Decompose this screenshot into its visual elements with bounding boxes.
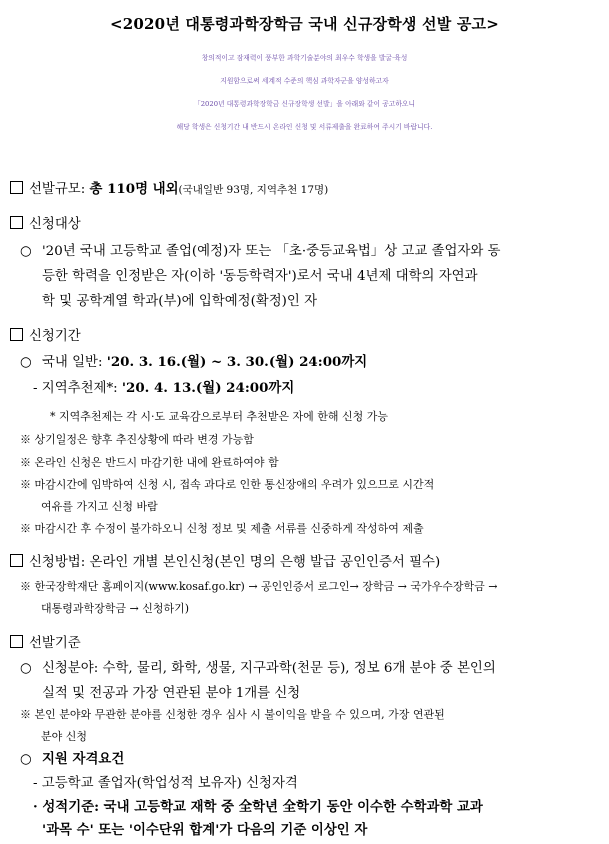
- method-note: 대통령과학장학금 → 신청하기): [41, 602, 190, 615]
- grade-criteria-line: '과목 수' 또는 '이수단위 합계'가 다음의 기준 이상인 자: [42, 822, 368, 838]
- qualification-sub: - 고등학교 졸업자(학업성적 보유자) 신청자격: [33, 776, 298, 791]
- section-heading: 신청대상: [29, 217, 81, 232]
- period-note: ※ 마감시간 후 수정이 불가하오니 신청 정보 및 제출 서류를 신중하게 작성하여 제출: [20, 522, 424, 535]
- method-note: ※ 한국장학재단 홈페이지(www.kosaf.go.kr) → 공인인증서 로그인→ 장학금 → 국가우수장학금 →: [20, 580, 498, 593]
- eligibility-line: 학 및 공학계열 학과(부)에 입학예정(확정)인 자: [42, 294, 318, 309]
- intro-line: 지원함으로써 세계적 수준의 핵심 과학자군을 양성하고자: [220, 77, 389, 85]
- grade-criteria-line: · 성적기준: 국내 고등학교 재학 중 全학년 全학기 동안 이수한 수학과학 교과: [33, 799, 483, 815]
- criteria-field-note: ※ 본인 분야와 무관한 분야를 신청한 경우 심사 시 불이익을 받을 수 있으며, 가장 연관된: [20, 708, 445, 721]
- checkbox-square-icon: [10, 554, 23, 567]
- period-general-value: '20. 3. 16.(월) ~ 3. 30.(월) 24:00까지: [106, 354, 368, 370]
- criteria-field-line: 실적 및 전공과 가장 연관된 분야 1개를 신청: [42, 686, 301, 701]
- section-criteria-heading: [10, 632, 81, 651]
- period-regional: [33, 377, 294, 396]
- scale-detail: (국내일반 93명, 지역추천 17명): [178, 184, 329, 196]
- scale-label: 선발규모:: [29, 182, 90, 197]
- section-eligibility-heading: [10, 213, 81, 232]
- intro-line: 해당 학생은 신청기간 내 반드시 온라인 신청 및 서류제출을 완료하여 주시기 바랍니다.: [176, 123, 433, 131]
- period-regional-value: '20. 4. 13.(월) 24:00까지: [121, 380, 295, 396]
- qualification-heading: 지원 자격요건: [42, 751, 125, 767]
- intro-line: 창의적이고 잠재력이 풍부한 과학기술분야의 최우수 학생을 발굴·육성: [201, 54, 408, 62]
- eligibility-bullet: [20, 240, 500, 259]
- eligibility-line: 등한 학력을 인정받은 자(이하 '동등학력자')로서 국내 4년제 대학의 자연과: [42, 269, 478, 284]
- intro-paragraph: [0, 47, 609, 139]
- criteria-field-note: 분야 신청: [41, 730, 88, 743]
- section-scale: [10, 178, 328, 197]
- circle-bullet-icon: ○: [20, 661, 32, 676]
- checkbox-square-icon: [10, 181, 23, 194]
- criteria-qualification: [20, 748, 124, 767]
- checkbox-square-icon: [10, 216, 23, 229]
- page-title: <2020년 대통령과학장학금 국내 신규장학생 선발 공고>: [110, 15, 499, 33]
- checkbox-square-icon: [10, 328, 23, 341]
- period-note: ※ 온라인 신청은 반드시 마감기한 내에 완료하여야 함: [20, 456, 279, 469]
- circle-bullet-icon: ○: [20, 752, 32, 767]
- period-note: ※ 상기일정은 향후 추진상황에 따라 변경 가능함: [20, 433, 254, 446]
- period-note: 여유를 가지고 신청 바람: [41, 500, 158, 513]
- section-heading: 신청방법: 온라인 개별 본인신청(본인 명의 은행 발급 공인인증서 필수): [29, 555, 441, 570]
- period-regional-note: * 지역추천제는 각 시·도 교육감으로부터 추천받은 자에 한해 신청 가능: [50, 410, 388, 423]
- criteria-field: [20, 657, 496, 676]
- section-period-heading: [10, 325, 81, 344]
- period-general: [20, 351, 367, 370]
- eligibility-line: '20년 국내 고등학교 졸업(예정)자 또는 「초·중등교육법」상 고교 졸업자와 동: [42, 244, 501, 259]
- section-method-heading: [10, 551, 440, 570]
- section-heading: 선발기준: [29, 636, 81, 651]
- period-note: ※ 마감시간에 임박하여 신청 시, 접속 과다로 인한 통신장애의 우려가 있으므로 시간적: [20, 478, 435, 491]
- period-regional-label: - 지역추천제*:: [33, 381, 122, 396]
- period-general-label: 국내 일반:: [42, 355, 107, 370]
- criteria-field-line: 신청분야: 수학, 물리, 화학, 생물, 지구과학(천문 등), 정보 6개 분야 중 본인의: [42, 661, 496, 676]
- section-heading: 신청기간: [29, 329, 81, 344]
- intro-line: 「2020년 대통령과학장학금 신규장학생 선발」을 아래와 같이 공고하오니: [193, 100, 416, 108]
- circle-bullet-icon: ○: [20, 355, 32, 370]
- circle-bullet-icon: ○: [20, 244, 32, 259]
- scale-value: 총 110명 내외: [89, 181, 179, 197]
- checkbox-square-icon: [10, 635, 23, 648]
